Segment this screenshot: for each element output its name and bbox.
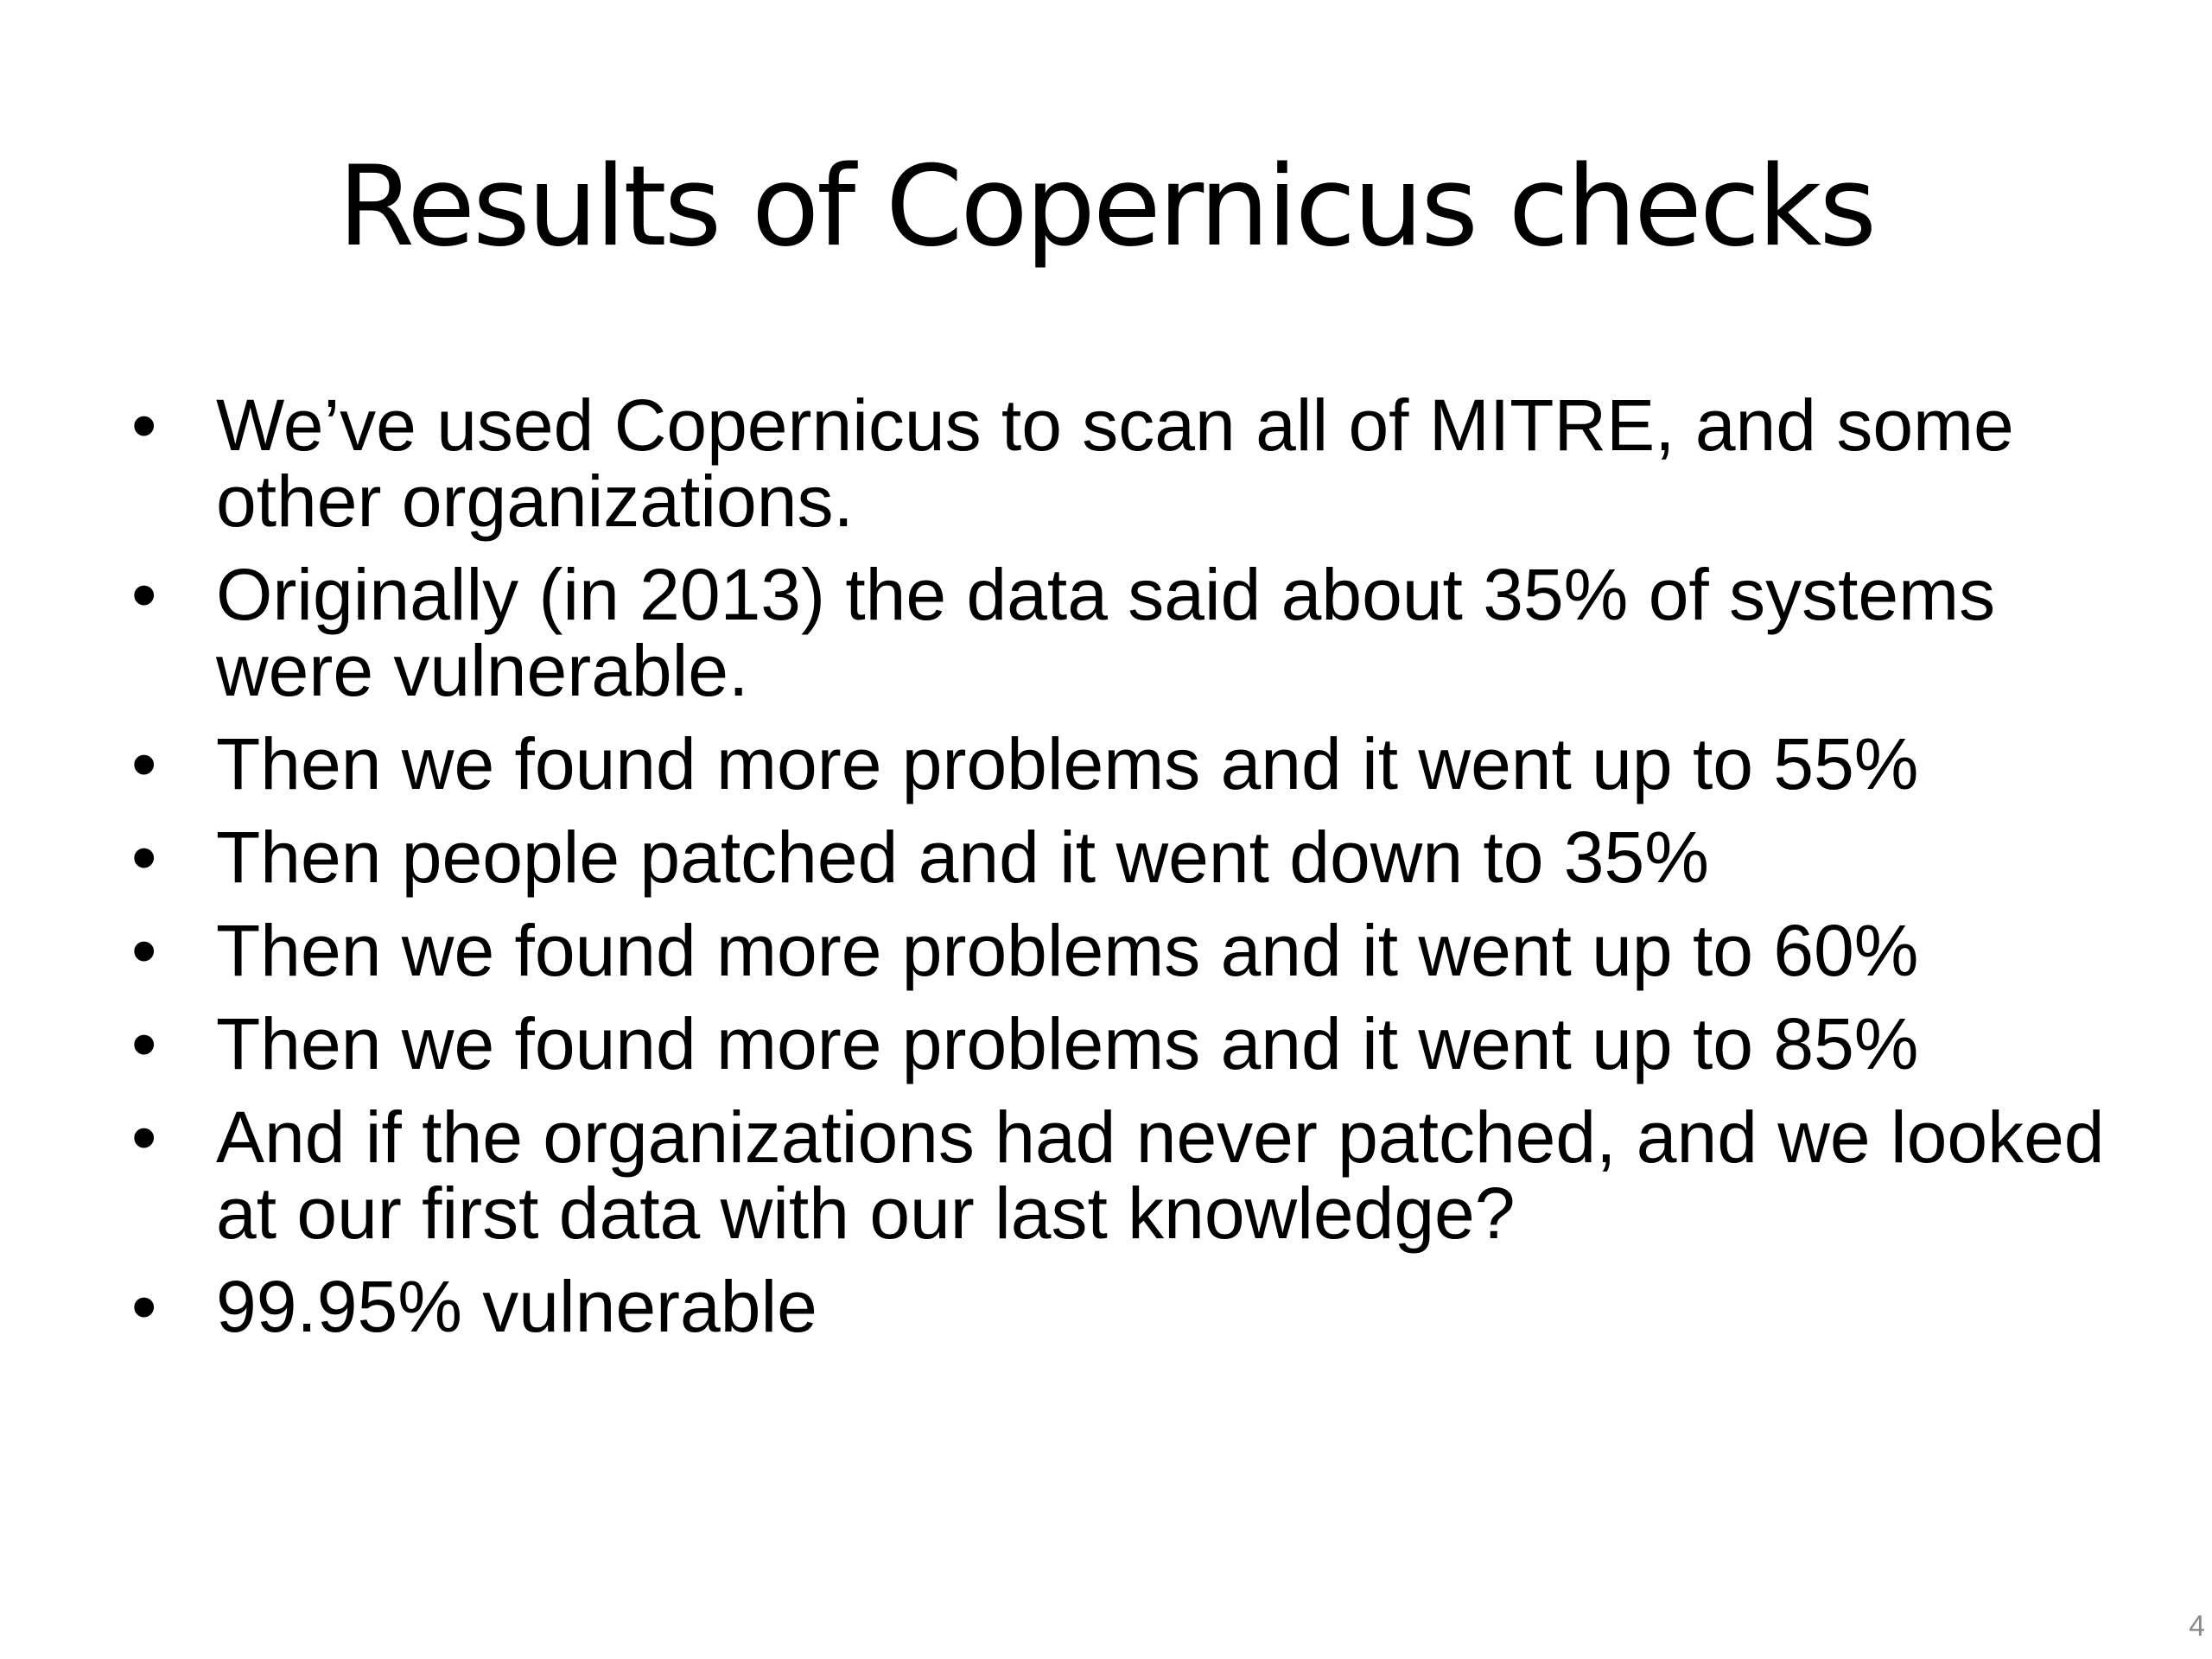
bullet-item bbox=[130, 1096, 2117, 1254]
bullet-icon: • bbox=[131, 910, 157, 991]
bullet-text: 99.95% vulnerable bbox=[216, 1266, 817, 1347]
bullet-text: Originally (in 2013) the data said about 35% of systems were vulnerable. bbox=[216, 554, 1996, 711]
slide-number: 4 bbox=[2189, 1610, 2205, 1643]
bullet-text: We’ve used Copernicus to scan all of MITRE, and some other organizations. bbox=[216, 385, 2014, 542]
slide-title: Results of Copernicus checks bbox=[338, 143, 1874, 271]
bullet-text: Then people patched and it went down to 35% bbox=[216, 817, 1709, 898]
bullet-icon: • bbox=[131, 1266, 157, 1347]
bullet-icon: • bbox=[131, 1003, 157, 1084]
bullet-text: And if the organizations had never patched, and we looked at our first data with our last knowledge? bbox=[216, 1096, 2105, 1254]
bullet-icon: • bbox=[131, 554, 157, 635]
bullet-item bbox=[130, 1003, 2117, 1084]
bullet-item bbox=[130, 556, 2117, 709]
bullet-icon: • bbox=[131, 723, 157, 804]
bullet-item bbox=[130, 910, 2117, 991]
bullet-icon: • bbox=[131, 817, 157, 898]
bullet-item bbox=[130, 723, 2117, 804]
bullet-text: Then we found more problems and it went up to 85% bbox=[216, 1003, 1919, 1084]
bullet-list bbox=[130, 387, 2117, 1362]
bullet-item bbox=[130, 385, 2117, 542]
bullet-icon: • bbox=[131, 385, 157, 466]
bullet-item bbox=[130, 817, 2117, 898]
bullet-text: Then we found more problems and it went up to 60% bbox=[216, 910, 1919, 991]
bullet-icon: • bbox=[131, 1096, 157, 1178]
bullet-text: Then we found more problems and it went up to 55% bbox=[216, 723, 1919, 804]
bullet-item bbox=[130, 1266, 2117, 1347]
